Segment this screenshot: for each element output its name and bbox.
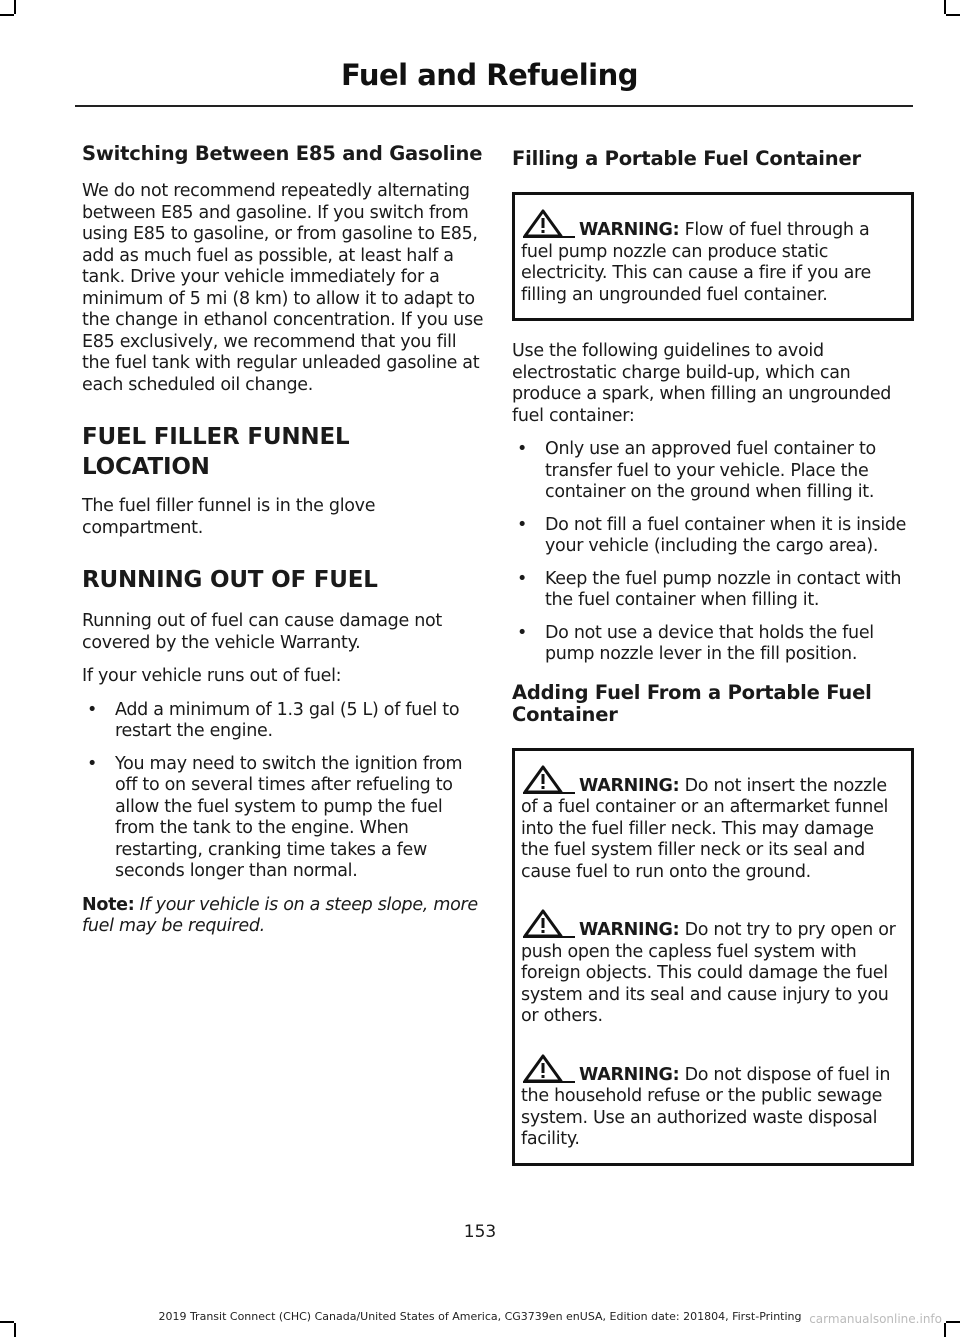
list-item-text: Only use an approved fuel container to transfer fuel to your vehicle. Place the container on the ground when filling it. [545, 439, 876, 502]
list-item [512, 439, 914, 504]
watermark-logo: carmanualsonline.info [809, 1312, 942, 1326]
portable-list [512, 439, 914, 666]
bullet: • [517, 622, 528, 643]
warning-triangle-icon [521, 209, 577, 239]
running-out-body-2: If your vehicle runs out of fuel: [82, 666, 342, 686]
list-item-text: Do not use a device that holds the fuel pump nozzle lever in the fill position. [545, 622, 874, 664]
warning-label: WARNING: [579, 775, 680, 796]
note [82, 895, 484, 938]
warning-text: Do not try to pry open or push open the capless fuel system with foreign objects. This could damage the fuel system and its seal and cause injury to you or others. [521, 920, 896, 1026]
bullet: • [87, 753, 98, 774]
warning-box [512, 748, 914, 1166]
bullet: • [87, 699, 98, 720]
list-item [512, 623, 914, 666]
crop-mark [14, 0, 16, 14]
header-divider [75, 105, 913, 107]
section-heading-running-out: RUNNING OUT OF FUEL [82, 567, 378, 593]
left-column [82, 143, 484, 950]
list-item-text: Do not fill a fuel container when it is inside your vehicle (including the cargo area). [545, 514, 907, 556]
crop-mark [944, 1323, 946, 1337]
section-heading-funnel-2: LOCATION [82, 454, 210, 480]
list-item [512, 515, 914, 558]
portable-body: Use the following guidelines to avoid electrostatic charge build-up, which can produce a spark, when filling an ungrounded fuel container: [512, 341, 892, 426]
warning [521, 909, 905, 1028]
warning-label: WARNING: [579, 1064, 680, 1085]
warning [521, 1054, 905, 1151]
warning-text: Do not insert the nozzle of a fuel container or an aftermarket funnel into the fuel filler neck. This may damage the fuel system filler neck or its seal and cause fuel to run onto the ground. [521, 775, 889, 882]
funnel-body: The fuel filler funnel is in the glove compartment. [82, 496, 376, 538]
footer-edition-info: 2019 Transit Connect (CHC) Canada/United States of America, CG3739en enUSA, Edition date: 201804, First-Printing [158, 1310, 802, 1323]
page-number: 153 [463, 1222, 497, 1242]
bullet: • [517, 568, 528, 589]
warning-triangle-icon [521, 909, 577, 939]
page-header-title: Fuel and Refueling [340, 58, 638, 92]
warning-label: WARNING: [579, 220, 680, 240]
warning-triangle-icon [521, 1054, 577, 1084]
warning-triangle-icon [521, 765, 577, 795]
list-item-text: You may need to switch the ignition from off to on several times after refueling to allow the fuel system to pump the fuel from the tank to the engine. When restarting, cranking time takes a few seconds longer than normal. [115, 753, 463, 881]
crop-mark [944, 0, 946, 14]
warning-box [512, 192, 914, 321]
list-item-text: Add a minimum of 1.3 gal (5 L) of fuel to restart the engine. [115, 699, 460, 741]
crop-mark [14, 1323, 16, 1337]
section-heading-portable: Filling a Portable Fuel Container [512, 147, 861, 170]
list-item [82, 754, 484, 883]
warning-label: WARNING: [579, 920, 680, 940]
note-label: Note: [82, 894, 135, 915]
warning [521, 209, 905, 306]
warning [521, 765, 905, 884]
switching-body: We do not recommend repeatedly alternating between E85 and gasoline. If you switch from using E85 to gasoline, or from gasoline to E85, add as much fuel as possible, at least half a tank. Drive your vehicle immediately for a minimum of 5 mi (8 km) to allow it to adapt to the change in ethanol concentration. If you use E85 exclusively, we recommend that you fill the fuel tank with regular unleaded gasoline at each scheduled oil change. [82, 181, 484, 395]
section-heading-switching: Switching Between E85 and Gasoline [82, 142, 483, 165]
warning-text: Flow of fuel through a fuel pump nozzle can produce static electricity. This can cause a fire if you are filling an ungrounded fuel container. [521, 220, 872, 305]
crop-mark [0, 14, 14, 16]
list-item [82, 700, 484, 743]
running-out-list [82, 700, 484, 883]
section-heading-funnel-1: FUEL FILLER FUNNEL [82, 424, 350, 450]
crop-mark [946, 14, 960, 16]
running-out-body-1: Running out of fuel can cause damage not covered by the vehicle Warranty. [82, 611, 442, 653]
right-column [512, 143, 914, 1182]
bullet: • [517, 514, 528, 535]
list-item [512, 569, 914, 612]
list-item-text: Keep the fuel pump nozzle in contact with the fuel container when filling it. [545, 568, 902, 610]
section-heading-adding: Adding Fuel From a Portable Fuel Container [512, 680, 872, 726]
bullet: • [517, 439, 528, 459]
note-text: If your vehicle is on a steep slope, more fuel may be required. [82, 894, 478, 936]
warning-text: Do not dispose of fuel in the household refuse or the public sewage system. Use an authorized waste disposal facility. [521, 1064, 891, 1149]
